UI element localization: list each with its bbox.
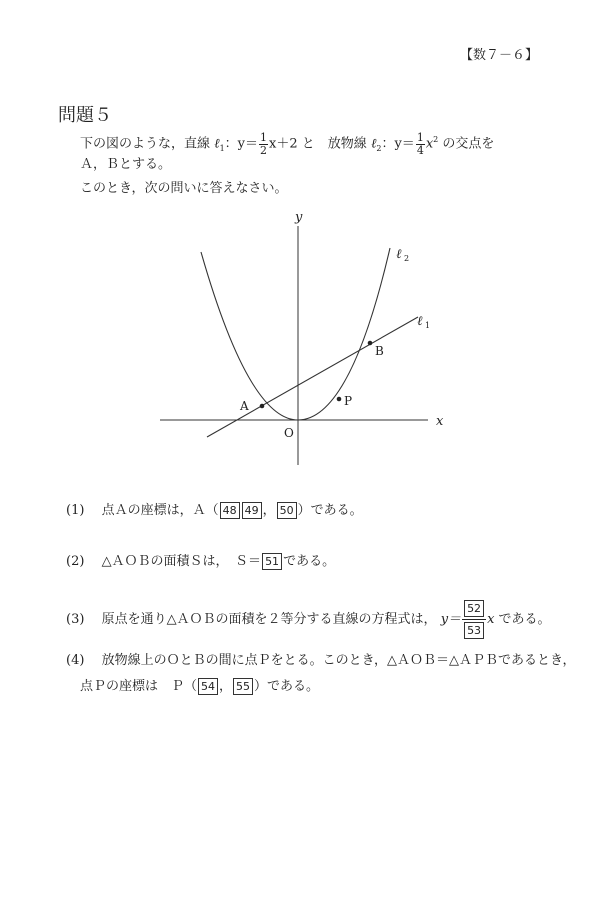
l1-eq-start: ：y＝ [224,136,259,152]
answer-box-55[interactable]: 55 [233,678,253,695]
point-p-label: P [344,394,353,408]
answer-box-53[interactable]: 53 [464,622,484,639]
l1-eq-end: x＋2 [269,136,298,152]
line-l1 [207,317,418,437]
question-1 [66,502,363,519]
q4-end: ）である。 [254,679,320,694]
q3-text: 原点を通り△ＡＯＢの面積を２等分する直線の方程式は， [101,612,437,627]
q1-sep: ， [262,503,276,518]
l1-frac-den: 2 [260,143,268,157]
l2-sub: 2 [376,144,382,154]
l1-frac-num: 1 [260,131,268,144]
point-p-dot [337,397,342,402]
q3-number: (3) [66,612,85,627]
question-3 [66,600,551,639]
l2-label: ℓ [370,136,377,152]
answer-box-51[interactable]: 51 [262,553,282,570]
intro-prefix: 下の図のような，直線 [80,136,211,152]
origin-label: O [284,426,294,440]
point-b-label: B [375,344,384,358]
l2-exp: 2 [433,135,439,145]
q3-end: である。 [498,612,551,627]
x-axis-label: x [436,414,444,429]
answer-box-52[interactable]: 52 [464,600,484,617]
l2-frac-num: 1 [416,131,424,144]
l2-eq-x: x [425,136,434,152]
point-b-dot [368,341,373,346]
q2-number: (2) [66,554,85,569]
y-axis-label: y [295,210,303,225]
intro-conj: と 放物線 [301,136,367,152]
question-4-line-2 [80,678,319,695]
q4-number: (4) [66,653,85,668]
intro-line-2: Ａ，Ｂとする。 [80,157,172,172]
answer-box-49[interactable]: 49 [242,502,262,519]
page-code: 【数７－６】 [459,48,538,63]
l1-figure-sub: 1 [425,321,431,330]
q2-text: △ＡＯＢの面積Ｓは， Ｓ＝ [101,554,262,569]
l2-figure-sub: 2 [404,254,410,263]
l2-frac-den: 4 [416,143,424,157]
q3-y-eq: y＝ [440,612,462,627]
q4-sep: ， [219,679,233,694]
problem-title: 問題５ [58,105,112,126]
l2-eq-start: ：y＝ [381,136,415,152]
intro-suffix: の交点を [442,136,495,152]
q1-number: (1) [66,503,85,518]
answer-box-50[interactable]: 50 [277,502,297,519]
q1-text: 点Ａの座標は，Ａ（ [101,503,219,518]
q3-frac-den-wrap [463,620,485,639]
l1-label: ℓ [214,136,220,152]
point-a-dot [260,404,265,409]
l1-figure-label: ℓ [417,314,423,329]
question-4 [66,654,576,667]
q2-end: である。 [283,554,336,569]
answer-box-54[interactable]: 54 [198,678,218,695]
parabola-l2 [201,248,390,420]
answer-box-48[interactable]: 48 [220,502,240,519]
l1-sub: 1 [219,144,225,154]
q4-line-1: 放物線上のＯとＢの間に点Ｐをとる。このとき，△ＡＯＢ＝△ＡＰＢであるとき， [101,653,576,668]
intro-line-3: このとき，次の問いに答えなさい。 [80,181,288,196]
l2-figure-label: ℓ [396,247,402,262]
q3-frac-num-wrap [462,600,486,620]
q4-line2-start: 点Ｐの座標は Ｐ（ [80,679,198,694]
point-a-label: A [240,399,249,413]
q3-fraction [462,600,486,639]
q1-end: ）である。 [297,503,363,518]
question-2 [66,553,335,570]
q3-x: x [487,612,495,627]
